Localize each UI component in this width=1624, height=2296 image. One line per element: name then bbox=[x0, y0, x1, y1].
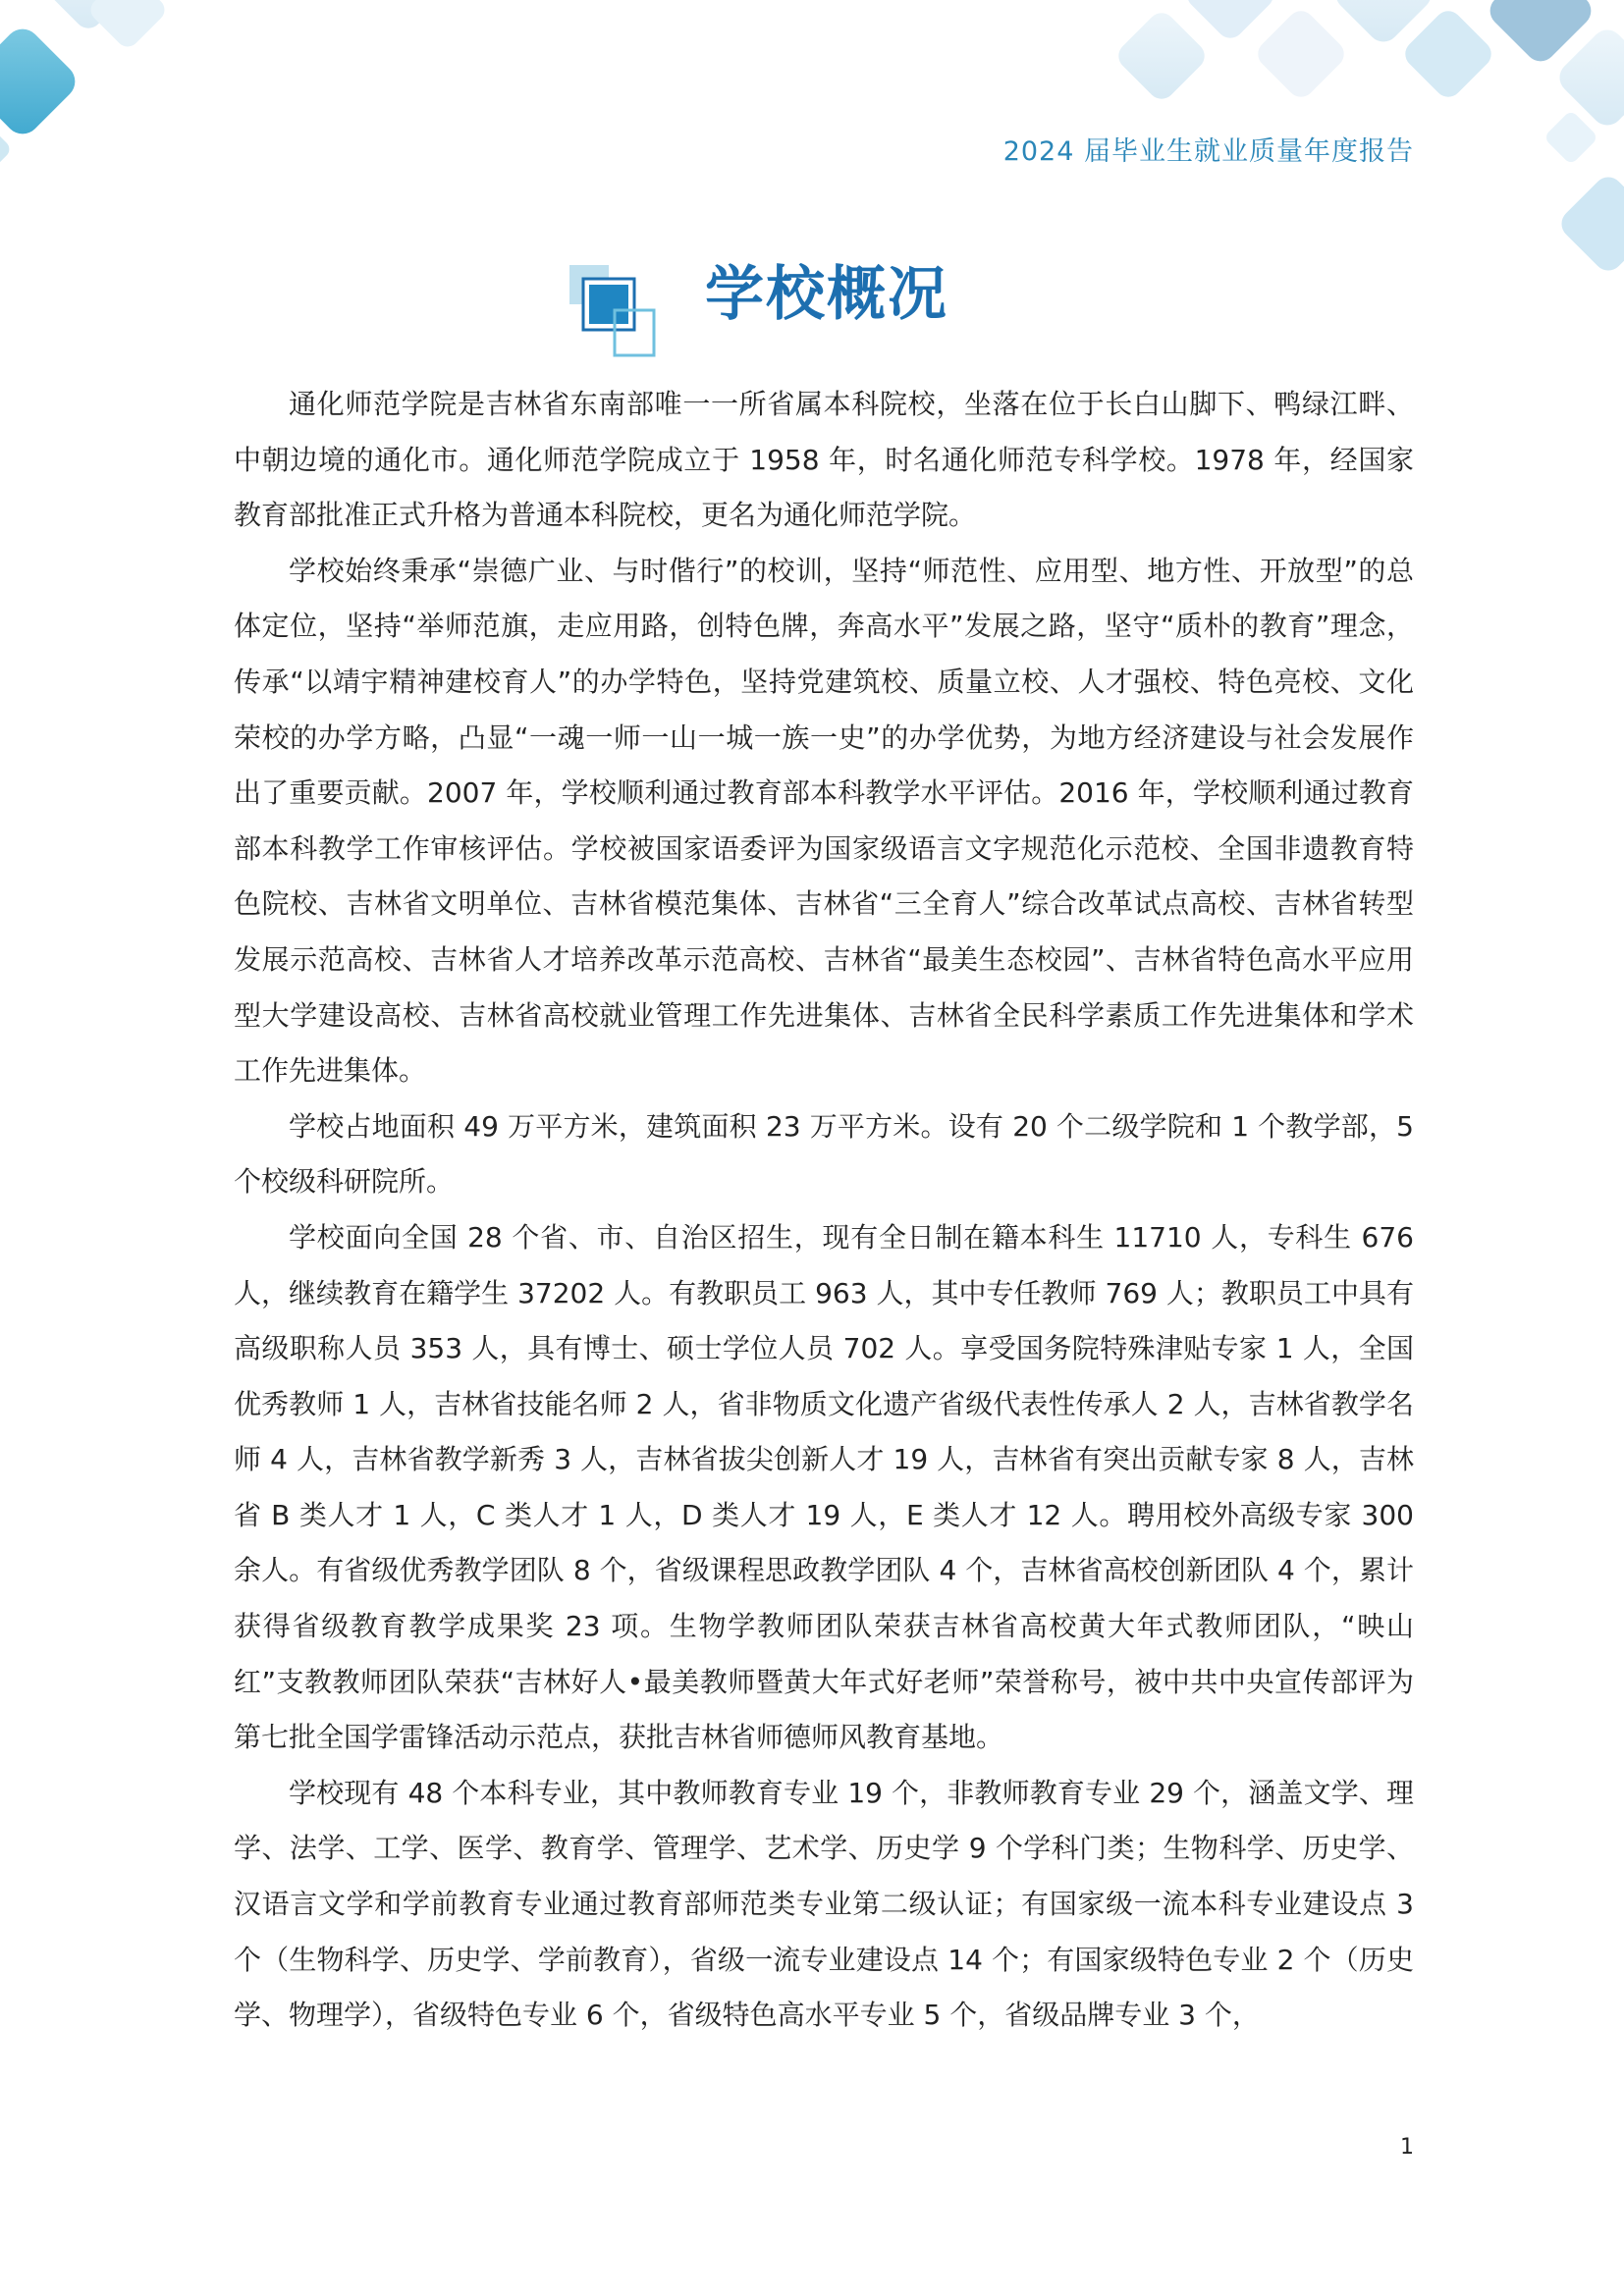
paragraph: 学校现有 48 个本科专业，其中教师教育专业 19 个，非教师教育专业 29 个，涵盖文学、理学、法学、工学、医学、教育学、管理学、艺术学、历史学 9 个学科门类；生物科学、历史学、汉语言文学和学前教育专业通过教育部师范类专业第二级认证；有国家级一流本科专业建设点 3 个（生物科学、历史学、学前教育），省级一流专业建设点 14 个；有国家级特色专业 2 个（历史学、物理学），省级特色专业 6 个，省级特色高水平专业 5 个，省级品牌专业 3 个， bbox=[234, 1776, 1414, 2032]
paragraph: 通化师范学院是吉林省东南部唯一一所省属本科院校，坐落在位于长白山脚下、鸭绿江畔、中朝边境的通化市。通化师范学院成立于 1958 年，时名通化师范专科学校。1978 年，经国家教育部批准正式升格为普通本科院校，更名为通化师范学院。 bbox=[234, 388, 1414, 532]
paragraph: 学校始终秉承“崇德广业、与时偕行”的校训，坚持“师范性、应用型、地方性、开放型”的总体定位，坚持“举师范旗，走应用路，创特色牌，奔高水平”发展之路，坚守“质朴的教育”理念，传承“以靖宇精神建校育人”的办学特色，坚持党建筑校、质量立校、人才强校、特色亮校、文化荣校的办学方略，凸显“一魂一师一山一城一族一史”的办学优势，为地方经济建设与社会发展作出了重要贡献。2007 年，学校顺利通过教育部本科教学水平评估。2016 年，学校顺利通过教育部本科教学工作审核评估。学校被国家语委评为国家级语言文字规范化示范校、全国非遗教育特色院校、吉林省文明单位、吉林省模范集体、吉林省“三全育人”综合改革试点高校、吉林省转型发展示范高校、吉林省人才培养改革示范高校、吉林省“最美生态校园”、吉林省特色高水平应用型大学建设高校、吉林省高校就业管理工作先进集体、吉林省全民科学素质工作先进集体和学术工作先进集体。 bbox=[234, 554, 1414, 1088]
running-header: 2024 届毕业生就业质量年度报告 bbox=[1002, 136, 1414, 167]
section-heading bbox=[0, 260, 1624, 371]
body-text bbox=[234, 377, 1414, 2044]
paragraph: 学校面向全国 28 个省、市、自治区招生，现有全日制在籍本科生 11710 人，专科生 676 人，继续教育在籍学生 37202 人。有教职员工 963 人，其中专任教师 769 人；教职员工中具有高级职称人员 353 人，具有博士、硕士学位人员 702 人。享受国务院特殊津贴专家 1 人，全国优秀教师 1 人，吉林省技能名师 2 人，省非物质文化遗产省级代表性传承人 2 人，吉林省教学名师 4 人，吉林省教学新秀 3 人，吉林省拔尖创新人才 19 人，吉林省有突出贡献专家 8 人，吉林省 B 类人才 1 人，C 类人才 1 人，D 类人才 19 人，E 类人才 12 人。聘用校外高级专家 300 余人。有省级优秀教学团队 8 个，省级课程思政教学团队 4 个，吉林省高校创新团队 4 个，累计获得省级教育教学成果奖 23 项。生物学教师团队荣获吉林省高校黄大年式教师团队，“映山红”支教教师团队荣获“吉林好人•最美教师暨黄大年式好老师”荣誉称号，被中共中央宣传部评为第七批全国学雷锋活动示范点，获批吉林省师德师风教育基地。 bbox=[234, 1220, 1414, 1754]
page-title: 学校概况 bbox=[705, 260, 948, 329]
top-left-tiles bbox=[0, 0, 169, 180]
stacked-squares-icon bbox=[569, 265, 660, 359]
page-number: 1 bbox=[1400, 2135, 1414, 2160]
paragraph: 学校占地面积 49 万平方米，建筑面积 23 万平方米。设有 20 个二级学院和 1 个教学部，5 个校级科研院所。 bbox=[234, 1109, 1414, 1199]
